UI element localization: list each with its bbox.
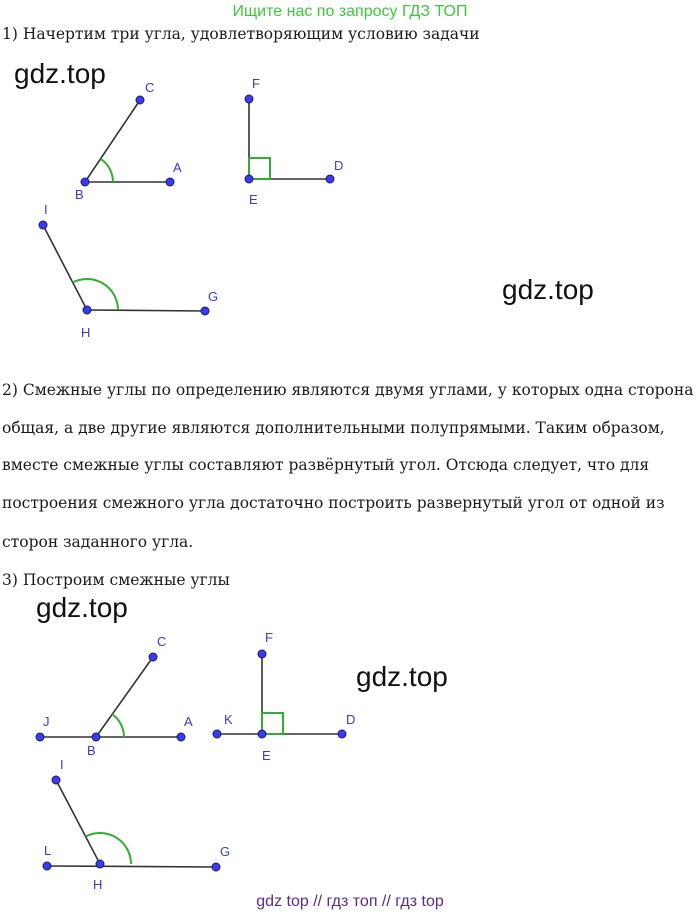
label-j: J <box>43 714 50 729</box>
point-g[interactable] <box>212 863 220 871</box>
label-g: G <box>208 289 219 304</box>
label-i: I <box>44 202 48 217</box>
step-1-text: 1) Начертим три угла, удовлетворяющим условию задачи <box>2 25 480 43</box>
line-lg <box>47 866 216 867</box>
label-l: L <box>44 843 52 858</box>
point-h[interactable] <box>96 860 104 868</box>
label-f: F <box>265 630 273 645</box>
watermark: gdz.top <box>502 274 594 305</box>
point-i[interactable] <box>52 776 60 784</box>
point-k[interactable] <box>213 730 221 738</box>
label-k: K <box>224 712 233 727</box>
watermark: gdz.top <box>36 592 128 623</box>
label-h: H <box>81 325 91 340</box>
paragraph-line: вместе смежные углы составляют развёрнутый угол. Отсюда следует, что для <box>2 456 650 474</box>
label-i: I <box>60 757 64 772</box>
point-b[interactable] <box>92 733 100 741</box>
paragraph-line: сторон заданного угла. <box>2 533 194 551</box>
label-b: B <box>87 743 96 758</box>
watermark: gdz.top <box>356 661 448 692</box>
label-b: B <box>75 187 84 202</box>
point-j[interactable] <box>36 733 44 741</box>
label-a: A <box>173 160 182 175</box>
ray-bc <box>96 657 153 737</box>
point-f[interactable] <box>258 650 266 658</box>
step-3-text: 3) Построим смежные углы <box>2 571 230 589</box>
ray-hi <box>56 780 100 864</box>
label-e: E <box>249 192 258 207</box>
point-e[interactable] <box>258 730 266 738</box>
point-c[interactable] <box>149 653 157 661</box>
point-a[interactable] <box>177 733 185 741</box>
label-c: C <box>145 80 155 95</box>
angle-arc-abc <box>112 714 124 737</box>
footer-text: gdz top // гдз топ // гдз top <box>256 893 444 910</box>
label-g: G <box>220 844 231 859</box>
paragraph-line: построения смежного угла достаточно построить развернутый угол от одной из <box>2 494 665 512</box>
watermark: gdz.top <box>14 58 106 89</box>
label-c: C <box>157 634 167 649</box>
label-d: D <box>346 712 356 727</box>
label-a: A <box>184 714 193 729</box>
point-l[interactable] <box>43 862 51 870</box>
label-f: F <box>252 76 260 91</box>
label-h: H <box>93 877 103 892</box>
label-e: E <box>262 748 271 763</box>
search-hint: Ищите нас по запросу ГДЗ ТОП <box>232 3 468 20</box>
paragraph-line: общая, а две другие являются дополнительными полупрямыми. Таким образом, <box>2 419 665 437</box>
label-d: D <box>334 158 344 173</box>
paragraph-line: 2) Смежные углы по определению являются двумя углами, у которых одна сторона <box>2 381 694 399</box>
point-d[interactable] <box>338 730 346 738</box>
